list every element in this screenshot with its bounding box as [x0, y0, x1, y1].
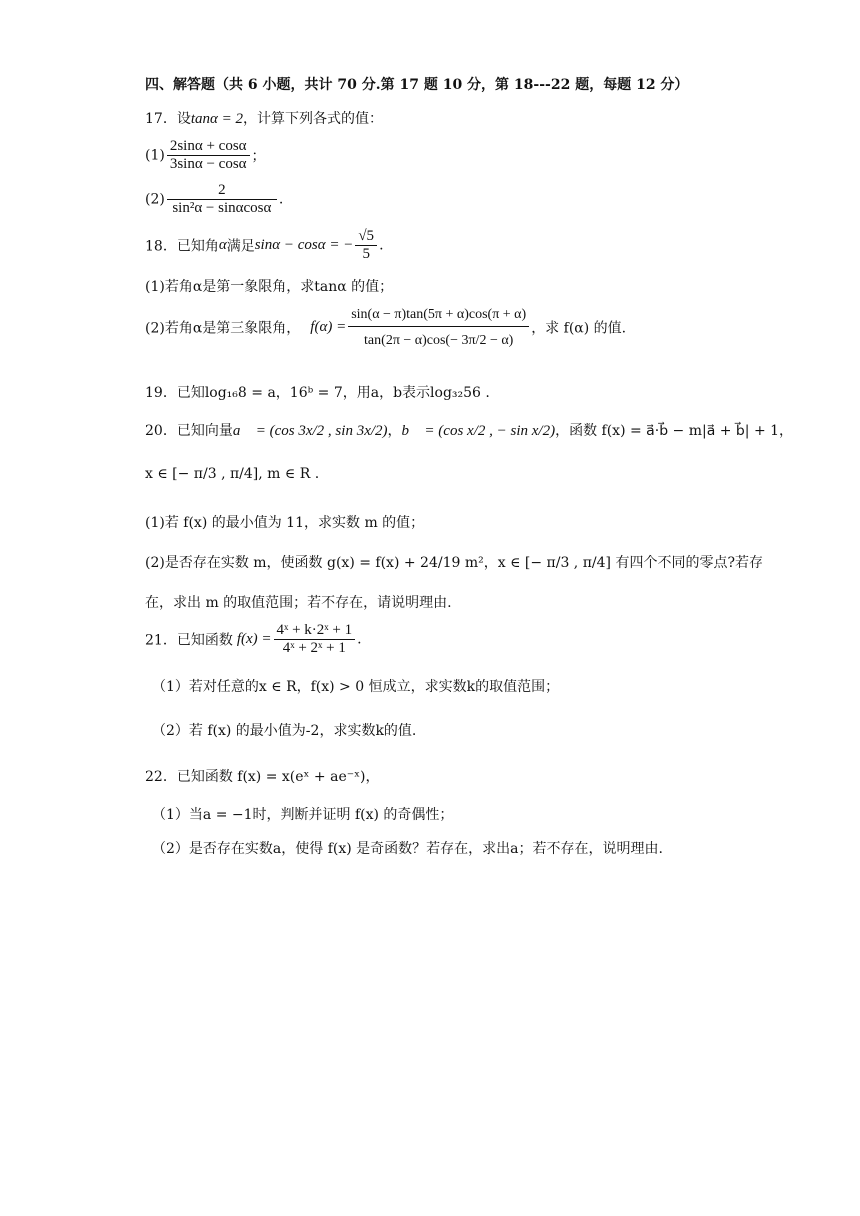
- question-20-stem: 20．已知向量a⃗ = (cos 3x/2 , sin 3x/2)，b⃗ = (cos x/2 , − sin x/2)，函数 f(x) = a⃗·b⃗ − m|a⃗ + b⃗| + 1，: [145, 423, 794, 439]
- question-20-part-2: (2)是否存在实数 m，使函数 g(x) = f(x) + 24/19 m²，x ∈ [− π/3 , π/4] 有四个不同的零点?若存: [145, 555, 763, 571]
- question-21-part-2: （2）若 f(x) 的最小值为-2，求实数k的值.: [152, 723, 417, 739]
- question-18-part-1: (1)若角α是第一象限角，求tanα 的值；: [145, 279, 394, 295]
- question-21-stem: 21．已知函数 f(x) = $\frac{\text{4ˣ + k·2ˣ + 1}}{\text{4ˣ + 2ˣ + 1}}$ .: [145, 622, 362, 656]
- question-22-part-1: （1）当a = −1时，判断并证明 f(x) 的奇偶性；: [152, 807, 454, 823]
- question-19: 19．已知log₁₆8 = a，16ᵇ = 7，用a，b表示log₃₂56 .: [145, 385, 490, 401]
- question-17-part-2: (2) $\frac{2}{\text{sin²α − sinαcosα}}$ .: [145, 182, 284, 216]
- question-21-part-1: （1）若对任意的x ∈ R，f(x) > 0 恒成立，求实数k的取值范围；: [152, 679, 560, 695]
- question-20-part-2-cont: 在，求出 m 的取值范围；若不存在，请说明理由.: [145, 595, 452, 611]
- question-17-stem: 17．设tanα = 2，计算下列各式的值：: [145, 111, 383, 127]
- question-22-stem: 22．已知函数 f(x) = x(eˣ + ae⁻ˣ)，: [145, 769, 380, 785]
- question-17-part-1: (1) $\frac{2\sin\alpha + \cos\alpha}{3\sin\alpha - \cos\alpha}$ ；: [145, 138, 266, 172]
- question-18-stem: 18．已知角α满足sinα − cosα = − $\frac{√5}{5}$ .: [145, 228, 384, 262]
- question-18-part-2: (2)若角α是第三象限角， f(α) = $\frac{\sin(\alpha - \pi)\tan(5\pi + \alpha)\cos(\pi + \alpha)}{\tan(2\pi - \alpha)\cos(- 3\pi/2 - \alpha)}$ ，求 f(α) 的值.: [145, 307, 627, 348]
- section-heading: 四、解答题（共 6 小题，共计 70 分.第 17 题 10 分，第 18---22 题，每题 12 分）: [145, 77, 689, 93]
- question-20-part-1: (1)若 f(x) 的最小值为 11，求实数 m 的值；: [145, 515, 425, 531]
- question-22-part-2: （2）是否存在实数a，使得 f(x) 是奇函数？若存在，求出a；若不存在，说明理由.: [152, 841, 663, 857]
- question-20-domain: x ∈ [− π/3 , π/4], m ∈ R .: [145, 466, 320, 482]
